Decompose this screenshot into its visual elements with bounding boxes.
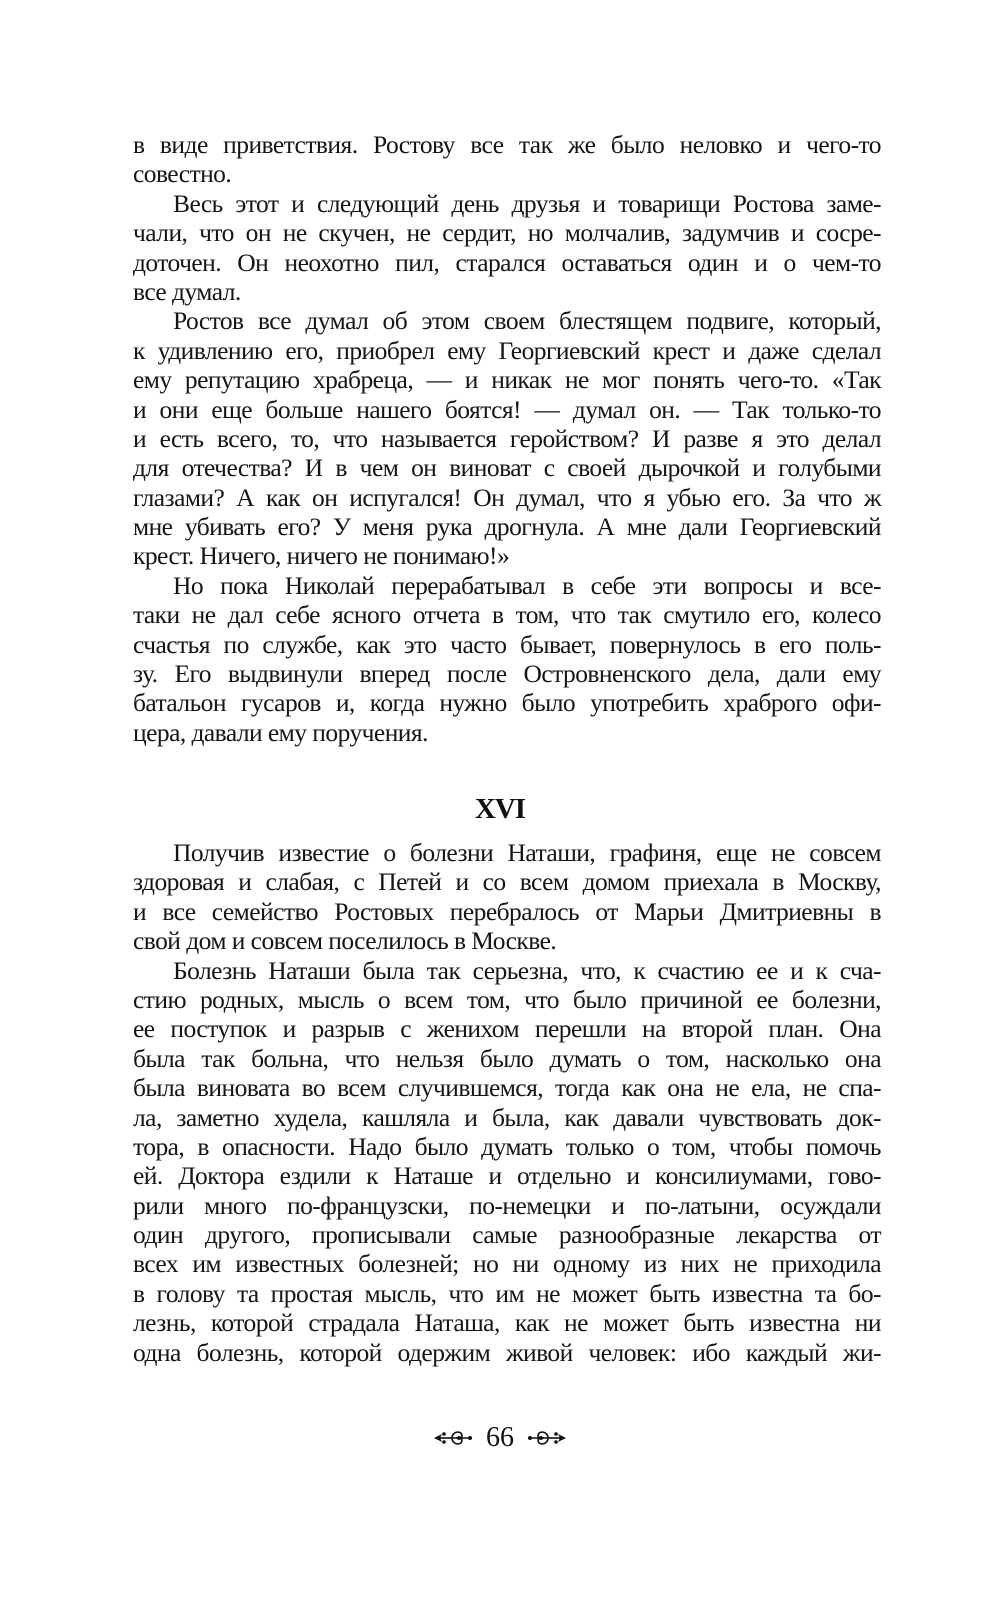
text-line: была виновата во всем случившемся, тогда как она не ела, не спа- (133, 1073, 881, 1103)
text-block-chapter-xvi (133, 838, 881, 1367)
text-line: и они еще больше нашего боятся! — думал он. — Так только-то (133, 394, 881, 424)
text-line: тора, в опасности. Надо было думать только о том, чтобы помочь (133, 1131, 881, 1161)
text-line: свой дом и совсем поселилось в Москве. (133, 926, 557, 956)
text-line: все думал. (133, 276, 241, 306)
text-line: рили много по-французски, по-немецки и по-латыни, осуждали (133, 1190, 881, 1220)
text-line: Весь этот и следующий день друзья и товарищи Ростова заме- (173, 188, 881, 218)
text-line: ла, заметно худела, кашляла и была, как давали чувствовать док- (133, 1102, 881, 1132)
text-line: таки не дал себе ясного отчета в том, что так смутило его, колесо (133, 600, 881, 630)
text-line: зу. Его выдвинули вперед после Островненского дела, дали ему (133, 659, 881, 689)
text-line: стию родных, мысль о всем том, что было причиной ее болезни, (133, 984, 881, 1014)
text-line: была так больна, что нельзя было думать о том, насколько она (133, 1043, 881, 1073)
text-line: батальон гусаров и, когда нужно было употребить храброго офи- (133, 688, 881, 718)
text-line: крест. Ничего, ничего не понимаю!» (133, 541, 510, 571)
text-line: лезнь, которой страдала Наташа, как не может быть известна ни (133, 1308, 881, 1338)
text-line: в голову та простая мысль, что им не может быть известна та бо- (133, 1278, 881, 1308)
text-line: здоровая и слабая, с Петей и со всем домом приехала в Москву, (133, 867, 881, 897)
text-line: и все семейство Ростовых перебралось от Марьи Дмитриевны в (133, 896, 881, 926)
text-line: Получив известие о болезни Наташи, графиня, еще не совсем (173, 838, 881, 867)
text-line: к удивлению его, приобрел ему Георгиевский крест и даже сделал (133, 335, 881, 365)
text-line: мне убивать его? У меня рука дрогнула. А мне дали Георгиевский (133, 512, 881, 542)
text-line: совестно. (133, 159, 232, 189)
text-line: ему репутацию храбреца, — и никак не мог понять чего-то. «Так (133, 365, 881, 395)
text-line: цера, давали ему поручения. (133, 717, 428, 747)
text-line: доточен. Он неохотно пил, старался оставаться один и о чем-то (133, 247, 881, 277)
text-line: один другого, прописывали самые разнообразные лекарства от (133, 1220, 881, 1250)
chapter-heading: XVI (474, 793, 526, 825)
text-line: ей. Доктора ездили к Наташе и отдельно и консилиумами, гово- (133, 1161, 881, 1191)
text-block-before-chapter (133, 130, 881, 747)
text-line: всех им известных болезней; но ни одному из них не приходила (133, 1249, 881, 1279)
text-line: Болезнь Наташи была так серьезна, что, к счастию ее и к сча- (173, 955, 881, 985)
text-line: чали, что он не скучен, не сердит, но молчалив, задумчив и сосре- (133, 218, 881, 248)
page-number: 66 (486, 1422, 514, 1453)
text-line: Ростов все думал об этом своем блестящем подвиге, который, (173, 306, 881, 336)
fleuron-left-icon (430, 1426, 474, 1450)
text-line: для отечества? И в чем он виноват с своей дырочкой и голубыми (133, 453, 881, 483)
text-line: и есть всего, то, что называется геройством? И разве я это делал (133, 423, 881, 453)
text-line: счастья по службе, как это часто бывает, повернулось в его поль- (133, 629, 881, 659)
text-line: глазами? А как он испугался! Он думал, что я убью его. За что ж (133, 482, 881, 512)
text-line: одна болезнь, которой одержим живой человек: ибо каждый жи- (133, 1337, 881, 1367)
page-footer (0, 1422, 1000, 1454)
text-line: в виде приветствия. Ростову все так же было неловко и чего-то (133, 130, 881, 159)
text-line: Но пока Николай перерабатывал в себе эти вопросы и все- (173, 570, 881, 600)
fleuron-right-icon (526, 1426, 570, 1450)
text-line: ее поступок и разрыв с женихом перешли на второй план. Она (133, 1014, 881, 1044)
